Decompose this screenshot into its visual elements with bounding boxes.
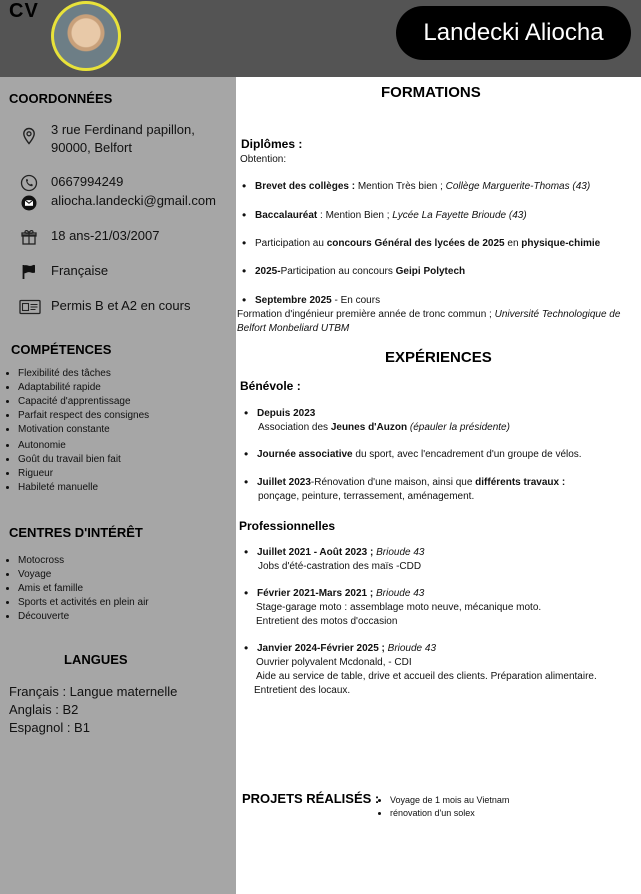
experience-item [257, 408, 315, 419]
concours-item [255, 238, 600, 249]
cv-label: CV [9, 0, 39, 22]
association-name: Jeunes d'Auzon [330, 422, 408, 433]
coordonnees-title: COORDONNÉES [9, 91, 113, 106]
role-text: (épauler la présidente) [407, 422, 510, 433]
list-item: • Rigueur [18, 467, 149, 481]
septembre-status: - En cours [331, 295, 381, 306]
list-item: • Parfait respect des consignes [18, 409, 149, 423]
experiences-title: EXPÉRIENCES [385, 349, 492, 366]
septembre-date: Septembre 2025 [255, 295, 332, 306]
experience-item [257, 547, 425, 558]
detail-text: Association des [258, 422, 331, 433]
name-title: Landecki Aliocha [396, 6, 631, 60]
concours-mid: en [504, 238, 522, 249]
septembre-item [255, 295, 380, 306]
interets-list [0, 554, 149, 624]
formation-line1 [237, 309, 620, 320]
list-item: • Voyage de 1 mois au Vietnam [390, 794, 509, 807]
list-item: • Flexibilité des tâches [18, 367, 149, 381]
list-item: • Motivation constante [18, 423, 149, 437]
experience-date: Depuis 2023 [257, 408, 316, 419]
language-item: Anglais : B2 [9, 702, 79, 717]
experience-detail [258, 422, 510, 433]
projets-title: PROJETS RÉALISÉS : [242, 791, 380, 806]
sidebar [0, 77, 236, 894]
experience-item [257, 449, 582, 460]
phone-icon [20, 174, 38, 192]
flag-icon [20, 263, 38, 281]
langues-title: LANGUES [64, 652, 128, 667]
list-item: • Découverte [18, 610, 149, 624]
profile-photo [54, 4, 118, 68]
formations-title: FORMATIONS [381, 84, 481, 101]
competences-list [0, 367, 149, 495]
projets-list [378, 794, 509, 820]
experience-title: Journée associative [257, 449, 353, 460]
brevet-mention: Mention Très bien ; [355, 181, 443, 192]
brevet-school: Collège Marguerite-Thomas (43) [442, 181, 591, 192]
geipi-text: Participation au concours [280, 266, 396, 277]
phone-number: 0667994249 [51, 174, 124, 189]
age-birthdate: 18 ans-21/03/2007 [51, 228, 160, 243]
experience-date: Juillet 2023 [257, 477, 311, 488]
formation-school: Université Technologique de [491, 309, 621, 320]
experience-date: Février 2021-Mars 2021 ; [257, 588, 374, 599]
formation-school-2: Belfort Monbeliard UTBM [237, 323, 350, 334]
language-item: Français : Langue maternelle [9, 684, 178, 699]
experience-detail: Entretient des locaux. [254, 685, 351, 696]
id-card-icon [19, 298, 41, 316]
language-item: Espagnol : B1 [9, 720, 90, 735]
experience-location: Brioude 43 [384, 643, 437, 654]
brevet-item [255, 181, 590, 192]
diplomes-label: Diplômes : [241, 137, 303, 151]
header-bar [0, 0, 641, 77]
list-item: • Motocross [18, 554, 149, 568]
obtention-label: Obtention: [240, 154, 287, 165]
brevet-label: Brevet des collèges : [255, 181, 356, 192]
concours-pre: Participation au [255, 238, 327, 249]
experience-detail: Stage-garage moto : assemblage moto neuve, mécanique moto. [256, 602, 542, 613]
nationality: Française [51, 263, 109, 278]
email-address[interactable]: aliocha.landecki@gmail.com [51, 193, 216, 208]
experience-date: Juillet 2021 - Août 2023 ; [257, 547, 374, 558]
experience-item [257, 643, 436, 654]
list-item: • Amis et famille [18, 582, 149, 596]
bac-mention: : Mention Bien ; [317, 210, 390, 221]
list-item: • Autonomie [18, 439, 149, 453]
bac-label: Baccalauréat [255, 210, 318, 221]
list-item: • Goût du travail bien fait [18, 453, 149, 467]
experience-location: Brioude 43 [373, 547, 425, 558]
experience-detail: Ouvrier polyvalent Mcdonald, - CDI [256, 657, 412, 668]
list-item: • Voyage [18, 568, 149, 582]
bac-item [255, 210, 527, 221]
gift-icon [20, 228, 38, 246]
list-item: • Sports et activités en plein air [18, 596, 149, 610]
geipi-item [255, 266, 465, 277]
list-item: • rénovation d'un solex [390, 807, 509, 820]
experience-detail: Jobs d'été-castration des maïs -CDD [258, 561, 422, 572]
benevole-label: Bénévole : [240, 379, 301, 393]
address-line2: 90000, Belfort [51, 140, 132, 155]
email-icon [20, 194, 38, 212]
interets-title: CENTRES D'INTÉRÊT [9, 525, 143, 540]
list-item: • Adaptabilité rapide [18, 381, 149, 395]
experience-location: Brioude 43 [373, 588, 425, 599]
bac-school: Lycée La Fayette Brioude (43) [389, 210, 527, 221]
avatar [51, 1, 121, 71]
formation-line2 [237, 323, 349, 334]
list-item: • Capacité d'apprentissage [18, 395, 149, 409]
address-line1: 3 rue Ferdinand papillon, [51, 122, 195, 137]
driving-license: Permis B et A2 en cours [51, 298, 191, 313]
professionnelles-label: Professionnelles [239, 519, 336, 533]
experience-item [257, 477, 565, 488]
detail-text: -Rénovation d'une maison, ainsi que [310, 477, 476, 488]
competences-title: COMPÉTENCES [11, 342, 112, 357]
formation-text: Formation d'ingénieur première année de tronc commun ; [237, 309, 492, 320]
detail-text: du sport, avec l'encadrement d'un groupe de vélos. [352, 449, 582, 460]
concours-name: concours Général des lycées de 2025 [326, 238, 505, 249]
geipi-name: Geipi Polytech [395, 266, 466, 277]
location-pin-icon [20, 127, 38, 145]
experience-detail: Entretient des motos d'occasion [256, 616, 398, 627]
experience-detail: Aide au service de table, drive et accueil des clients. Préparation alimentaire. [256, 671, 597, 682]
experience-detail: ponçage, peinture, terrassement, aménagement. [258, 491, 475, 502]
list-item: • Habileté manuelle [18, 481, 149, 495]
geipi-year: 2025- [255, 266, 281, 277]
experience-date: Janvier 2024-Février 2025 ; [257, 643, 385, 654]
detail-bold: différents travaux : [475, 477, 566, 488]
concours-subject: physique-chimie [521, 238, 601, 249]
experience-item [257, 588, 424, 599]
